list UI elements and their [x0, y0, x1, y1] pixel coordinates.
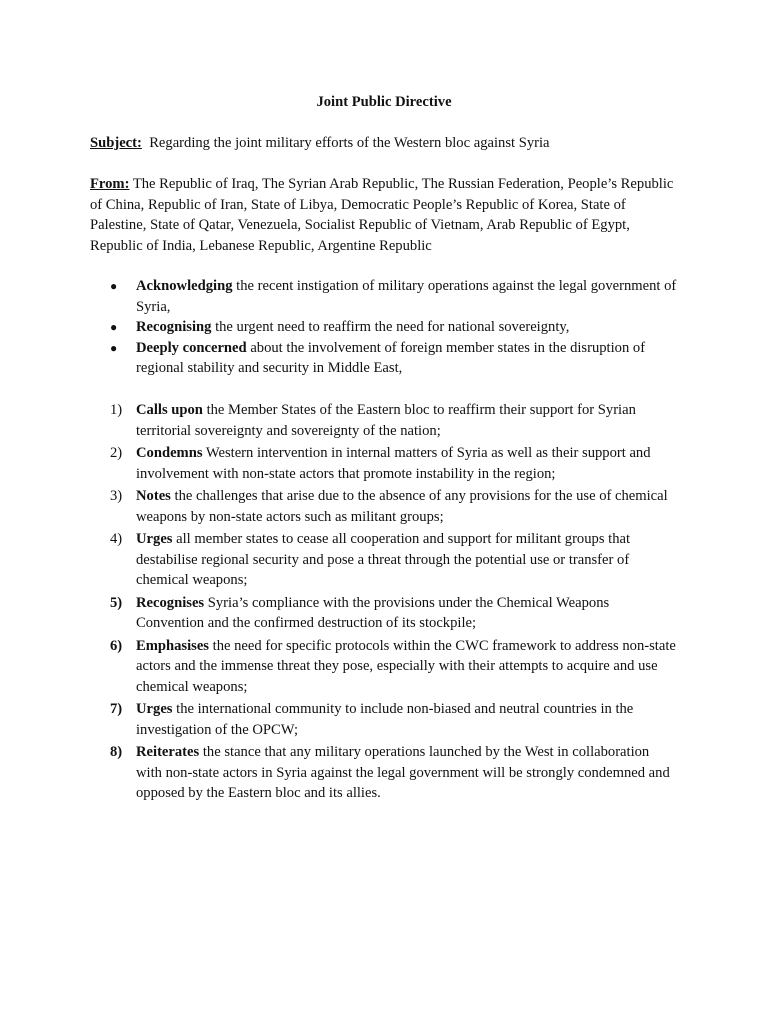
clause-lead: Acknowledging	[136, 278, 233, 294]
clause-lead: Recognising	[136, 319, 212, 335]
operative-clause	[0, 443, 676, 484]
operative-clause	[0, 593, 676, 634]
clause-number: 2)	[110, 445, 123, 461]
clause-text: the urgent need to reaffirm the need for national sovereignty,	[215, 319, 570, 335]
clause-lead: Emphasises	[136, 637, 209, 654]
operative-clause	[0, 699, 676, 740]
clause-lead: Notes	[136, 488, 171, 504]
clause-lead: Condemns	[136, 445, 203, 461]
preambulatory-list	[0, 276, 768, 379]
clause-text: the stance that any military operations launched by the West in collaboration with non-state actors in Syria against the legal government will be strongly condemned and opposed by the Eastern bloc and its allies.	[136, 744, 670, 801]
from-text: The Republic of Iraq, The Syrian Arab Republic, The Russian Federation, People’s Republic of China, Republic of Iran, State of Libya, Democratic People’s Republic of Korea, State of Palestine, State of Qatar, Venezuela, Socialist Republic of Vietnam, Arab Republic of Egypt, Republic of India, Lebanese Republic, Argentine Republic	[90, 176, 674, 254]
operative-clause	[0, 636, 676, 698]
clause-text: about the involvement of foreign member states in the disruption of regional stability and security in Middle East,	[136, 339, 646, 376]
bullet-icon: ●	[110, 320, 118, 334]
bullet-icon: ●	[110, 279, 118, 293]
from-block	[90, 174, 680, 256]
operative-clause	[0, 400, 676, 441]
clause-text: the international community to include non-biased and neutral countries in the investigation of the OPCW;	[136, 701, 634, 738]
preambulatory-clause	[0, 338, 684, 379]
clause-text: the Member States of the Eastern bloc to reaffirm their support for Syrian territorial sovereignty and sovereignty of the nation;	[136, 402, 636, 439]
clause-number: 3)	[110, 488, 123, 504]
subject-text: Regarding the joint military efforts of the Western bloc against Syria	[149, 135, 550, 151]
clause-lead: Reiterates	[136, 744, 200, 760]
clause-number: 5)	[110, 594, 123, 611]
clause-number: 6)	[110, 637, 123, 654]
clause-text: the challenges that arise due to the absence of any provisions for the use of chemical weapons by non-state actors such as militant groups;	[136, 488, 668, 525]
clause-lead: Urges	[136, 531, 173, 547]
clause-number: 8)	[110, 744, 123, 760]
clause-lead: Recognises	[136, 594, 205, 611]
bullet-icon: ●	[110, 340, 118, 355]
operative-clause	[0, 742, 676, 804]
operative-clause	[0, 529, 676, 591]
clause-text: the recent instigation of military operations against the legal government of Syria,	[136, 278, 677, 315]
subject-line	[90, 133, 690, 154]
clause-lead: Deeply concerned	[136, 339, 247, 356]
operative-list	[0, 400, 768, 806]
clause-text: Western intervention in internal matters of Syria as well as their support and involvement with non-state actors that promote instability in the region;	[136, 445, 651, 482]
operative-clause	[0, 486, 676, 527]
subject-label: Subject:	[90, 135, 142, 151]
clause-text: Syria’s compliance with the provisions under the Chemical Weapons Convention and the confirmed destruction of its stockpile;	[136, 594, 610, 631]
document-title: Joint Public Directive	[316, 94, 452, 110]
preambulatory-clause	[0, 276, 684, 317]
clause-lead: Calls upon	[136, 402, 203, 418]
clause-number: 4)	[110, 531, 123, 547]
preambulatory-clause	[0, 317, 684, 338]
from-label: From:	[90, 176, 130, 192]
clause-text: the need for specific protocols within the CWC framework to address non-state actors and the immense threat they pose, especially with their attempts to acquire and use chemical weapons;	[136, 637, 676, 695]
clause-number: 7)	[110, 701, 123, 717]
clause-number: 1)	[110, 402, 123, 418]
clause-text: all member states to cease all cooperation and support for militant groups that destabilise regional security and pose a threat through the potential use or transfer of chemical weapons;	[136, 531, 631, 588]
clause-lead: Urges	[136, 701, 173, 717]
